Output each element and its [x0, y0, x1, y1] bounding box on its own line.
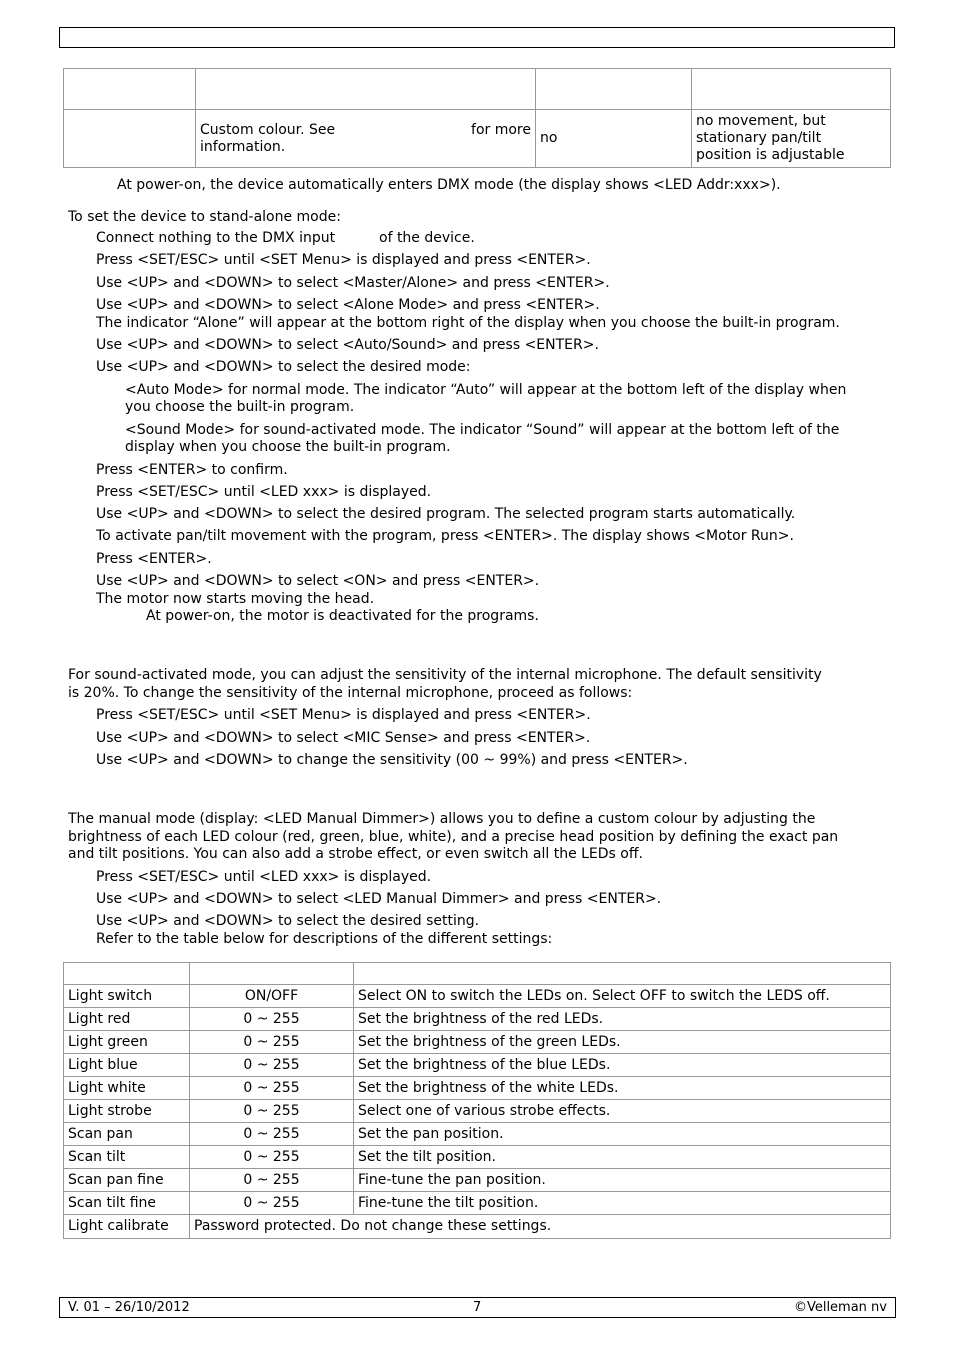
table-cell: [196, 110, 536, 168]
table-row: [64, 1077, 891, 1100]
step-text: The motor now starts moving the head.: [96, 591, 375, 607]
setting-range: 0 ~ 255: [190, 1169, 354, 1192]
table-row: [64, 110, 891, 168]
table-row: [64, 1123, 891, 1146]
step-text: Press <SET/ESC> until <SET Menu> is displayed and press <ENTER>.: [96, 707, 591, 723]
setting-range: ON/OFF: [190, 985, 354, 1008]
step-text: Use <UP> and <DOWN> to select <Alone Mode> and press <ENTER>.: [96, 297, 600, 313]
step-text: Use <UP> and <DOWN> to select the desired mode:: [96, 359, 471, 375]
setting-name: Scan pan fine: [64, 1169, 190, 1192]
footer-version: V. 01 – 26/10/2012: [68, 1300, 190, 1315]
motor-note: At power-on, the motor is deactivated for the programs.: [146, 608, 539, 624]
step-text: Use <UP> and <DOWN> to select the desired setting.: [96, 913, 480, 929]
setting-description: Set the pan position.: [354, 1123, 891, 1146]
table-cell: [692, 69, 891, 110]
step-text: Use <UP> and <DOWN> to select the desired program. The selected program starts automatically.: [96, 506, 796, 522]
setting-range: 0 ~ 255: [190, 1100, 354, 1123]
cell-text: position is adjustable: [696, 147, 845, 163]
paragraph-text: brightness of each LED colour (red, green, blue, white), and a precise head position by defining the exact pan: [68, 829, 839, 845]
paragraph-text: and tilt positions. You can also add a strobe effect, or even switch all the LEDs off.: [68, 846, 643, 862]
mode-option-text: you choose the built-in program.: [125, 399, 355, 415]
table-cell: [536, 69, 692, 110]
table-row: [64, 985, 891, 1008]
cell-text: for more: [471, 121, 531, 138]
step-text: To activate pan/tilt movement with the program, press <ENTER>. The display shows <Motor Run>.: [96, 528, 794, 544]
paragraph-text: For sound-activated mode, you can adjust the sensitivity of the internal microphone. The default sensitivity: [68, 667, 822, 683]
table-row: [64, 1008, 891, 1031]
cell-text: information.: [200, 138, 286, 155]
setting-name: Light strobe: [64, 1100, 190, 1123]
footer-page-number: 7: [473, 1300, 482, 1315]
mode-option-text: <Sound Mode> for sound-activated mode. The indicator “Sound” will appear at the bottom left of the: [125, 422, 840, 438]
setting-name: Light red: [64, 1008, 190, 1031]
cell-text: Custom colour. See: [200, 121, 336, 138]
manual-settings-table: [63, 962, 891, 1239]
table-cell: [692, 110, 891, 168]
setting-range: 0 ~ 255: [190, 1008, 354, 1031]
setting-description: Select ON to switch the LEDs on. Select OFF to switch the LEDS off.: [354, 985, 891, 1008]
table-cell: [354, 963, 891, 985]
setting-name: Scan tilt: [64, 1146, 190, 1169]
table-cell: [64, 110, 196, 168]
step-text: of the device.: [379, 230, 475, 246]
step-text: Use <UP> and <DOWN> to select <MIC Sense> and press <ENTER>.: [96, 730, 591, 746]
setting-description: Fine-tune the pan position.: [354, 1169, 891, 1192]
table-cell: no: [536, 110, 692, 168]
page-footer: [59, 1297, 896, 1318]
step-text: Connect nothing to the DMX input: [96, 230, 336, 246]
table-cell: [190, 963, 354, 985]
table-cell: [64, 69, 196, 110]
setting-name: Scan pan: [64, 1123, 190, 1146]
setting-name: Light calibrate: [64, 1215, 190, 1239]
setting-description: Password protected. Do not change these settings.: [190, 1215, 891, 1239]
setting-name: Light blue: [64, 1054, 190, 1077]
setting-range: 0 ~ 255: [190, 1146, 354, 1169]
setting-name: Light white: [64, 1077, 190, 1100]
step-text: Use <UP> and <DOWN> to change the sensitivity (00 ~ 99%) and press <ENTER>.: [96, 752, 688, 768]
setting-description: Set the brightness of the blue LEDs.: [354, 1054, 891, 1077]
step-text: The indicator “Alone” will appear at the bottom right of the display when you choose the built-in program.: [96, 315, 840, 331]
table-row: [64, 1031, 891, 1054]
setting-description: Select one of various strobe effects.: [354, 1100, 891, 1123]
step-text: Press <SET/ESC> until <LED xxx> is displayed.: [96, 869, 432, 885]
cell-text: stationary pan/tilt: [696, 130, 822, 146]
cell-text: no movement, but: [696, 113, 826, 129]
step-text: Use <UP> and <DOWN> to select <LED Manual Dimmer> and press <ENTER>.: [96, 891, 662, 907]
setting-range: 0 ~ 255: [190, 1077, 354, 1100]
setting-range: 0 ~ 255: [190, 1031, 354, 1054]
step-text: Press <SET/ESC> until <LED xxx> is displayed.: [96, 484, 432, 500]
table-row: [64, 1054, 891, 1077]
setting-description: Set the tilt position.: [354, 1146, 891, 1169]
mode-summary-table: [63, 68, 891, 168]
step-text: Refer to the table below for descriptions of the different settings:: [96, 931, 553, 947]
table-row: [64, 1146, 891, 1169]
step-text: Use <UP> and <DOWN> to select <ON> and press <ENTER>.: [96, 573, 540, 589]
paragraph-text: is 20%. To change the sensitivity of the internal microphone, proceed as follows:: [68, 685, 633, 701]
footer-copyright: ©Velleman nv: [793, 1300, 887, 1315]
step-text: Press <SET/ESC> until <SET Menu> is displayed and press <ENTER>.: [96, 252, 591, 268]
setting-name: Light switch: [64, 985, 190, 1008]
setting-range: 0 ~ 255: [190, 1123, 354, 1146]
step-text: Press <ENTER> to confirm.: [96, 462, 288, 478]
setting-description: Set the brightness of the green LEDs.: [354, 1031, 891, 1054]
setting-name: Scan tilt fine: [64, 1192, 190, 1215]
table-header-row: [64, 963, 891, 985]
setting-description: Set the brightness of the white LEDs.: [354, 1077, 891, 1100]
table-row: [64, 1192, 891, 1215]
table-row: [64, 69, 891, 110]
table-cell: [64, 963, 190, 985]
paragraph-text: The manual mode (display: <LED Manual Dimmer>) allows you to define a custom colour by adjusting the: [68, 811, 816, 827]
setting-name: Light green: [64, 1031, 190, 1054]
step-text: Use <UP> and <DOWN> to select <Master/Alone> and press <ENTER>.: [96, 275, 610, 291]
table-row: [64, 1169, 891, 1192]
step-text: Press <ENTER>.: [96, 551, 212, 567]
table-row: [64, 1100, 891, 1123]
setting-range: 0 ~ 255: [190, 1192, 354, 1215]
setting-description: Fine-tune the tilt position.: [354, 1192, 891, 1215]
setting-range: 0 ~ 255: [190, 1054, 354, 1077]
poweron-note: At power-on, the device automatically enters DMX mode (the display shows <LED Addr:xxx>).: [117, 177, 781, 193]
step-text: Use <UP> and <DOWN> to select <Auto/Sound> and press <ENTER>.: [96, 337, 599, 353]
table-cell: [196, 69, 536, 110]
table-row: [64, 1215, 891, 1239]
setting-description: Set the brightness of the red LEDs.: [354, 1008, 891, 1031]
mode-option-text: <Auto Mode> for normal mode. The indicator “Auto” will appear at the bottom left of the display when: [125, 382, 847, 398]
mode-option-text: display when you choose the built-in program.: [125, 439, 451, 455]
page-header-box: [59, 27, 895, 48]
standalone-intro: To set the device to stand-alone mode:: [68, 209, 341, 225]
